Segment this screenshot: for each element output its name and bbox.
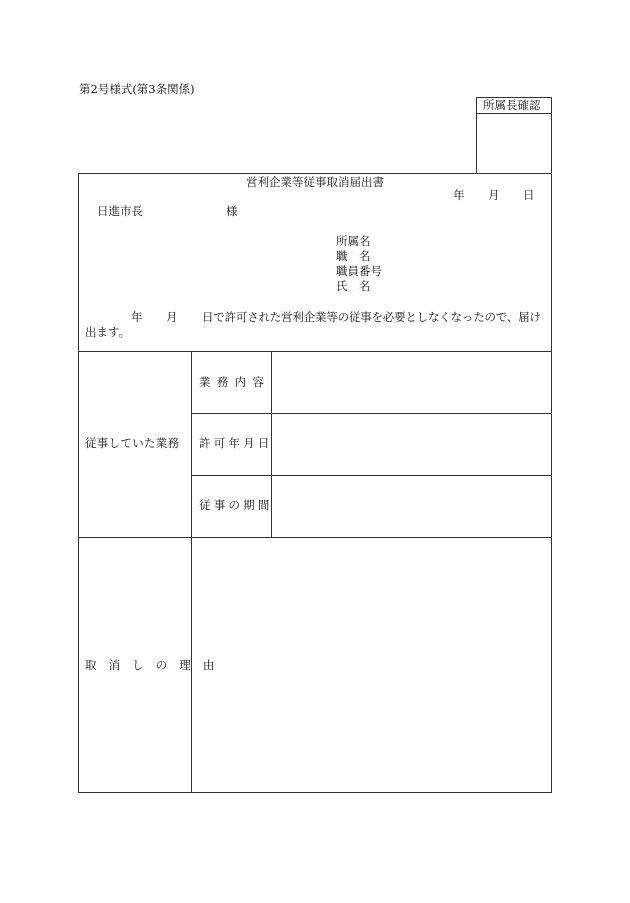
table-section-divider [78,537,552,538]
date-month: 月 [488,188,500,202]
table-top-border [78,351,552,352]
table-row-divider [191,413,552,414]
form-number: 第2号様式(第3条関係) [79,82,195,96]
field-name-label: 氏 名 [336,279,371,293]
row-value-work-content[interactable] [273,353,550,412]
table-row-divider [191,475,552,476]
table-column-divider [191,351,192,793]
row-value-period[interactable] [273,477,550,536]
confirm-box-stamp-area[interactable] [477,114,551,173]
reason-label: 取消しの理由 [85,658,227,672]
reason-value[interactable] [193,539,550,791]
field-affiliation-label: 所属名 [336,234,371,248]
statement-text-line2: 出ます。 [85,325,131,339]
field-position-label: 職 名 [336,249,371,263]
date-day: 日 [523,188,535,202]
statement-text-line1: 日で許可された営利企業等の従事を必要としなくなったので、届け [202,310,541,324]
field-employee-number-label: 職員番号 [336,264,382,278]
addressee-name: 日進市長 [97,204,143,218]
statement-month: 月 [166,310,178,324]
row-label-permit-date: 許可年月日 [199,436,273,450]
row-value-permit-date[interactable] [273,415,550,474]
row-label-work-content: 業務内容 [199,375,271,389]
confirm-box-label: 所属長確認 [483,98,541,112]
section-label-work: 従事していた業務 [85,436,180,450]
date-year: 年 [453,188,465,202]
addressee-honorific: 様 [226,204,238,218]
form-title: 営利企業等従事取消届出書 [246,175,384,189]
statement-year: 年 [131,310,143,324]
row-label-period: 従事の期間 [199,498,273,512]
